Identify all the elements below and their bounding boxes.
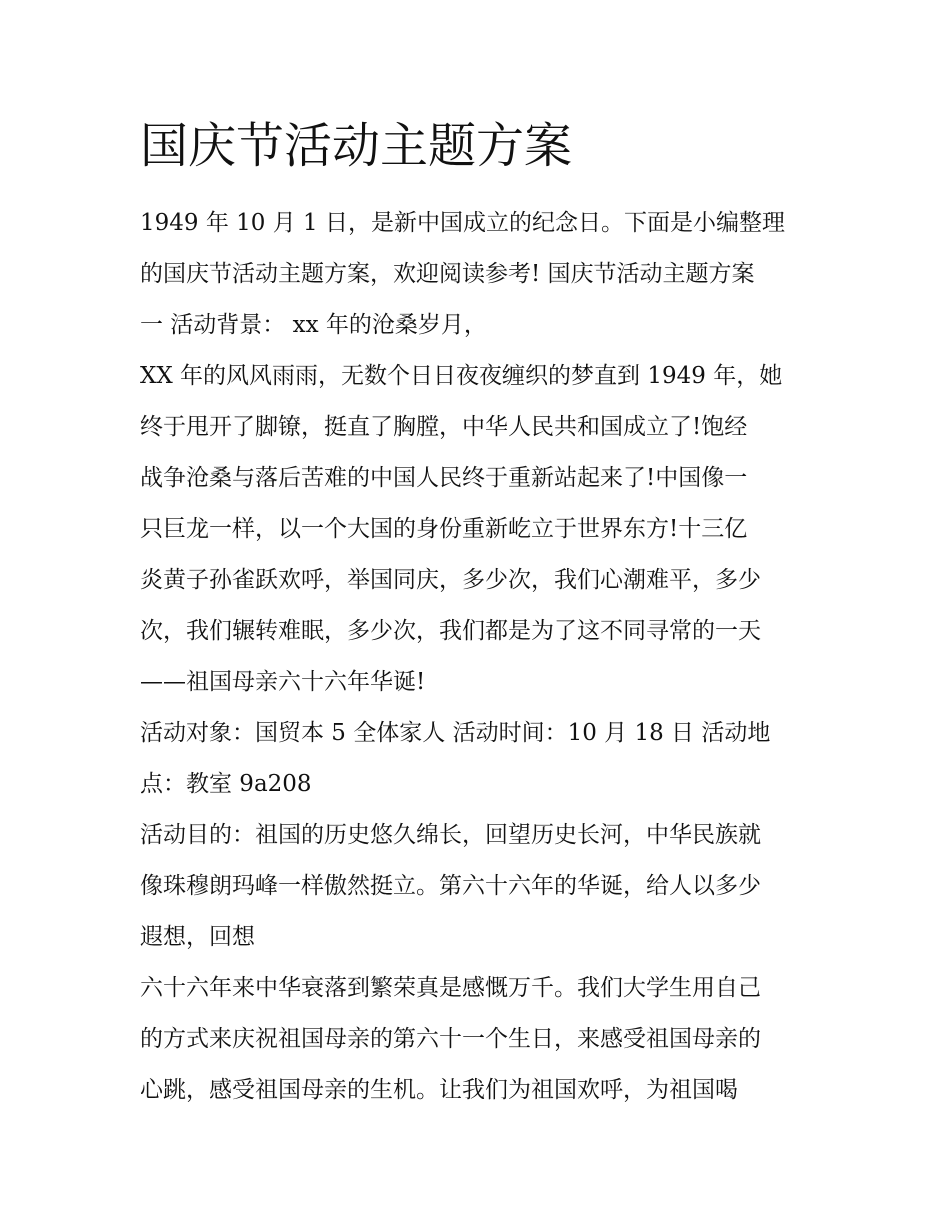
text-line: XX 年的风风雨雨，无数个日日夜夜缠织的梦直到 1949 年，她 bbox=[140, 363, 783, 389]
document-title: 国庆节活动主题方案 bbox=[140, 118, 573, 174]
text-line: 只巨龙一样，以一个大国的身份重新屹立于世界东方!十三亿 bbox=[140, 516, 748, 542]
text-line: 像珠穆朗玛峰一样傲然挺立。第六十六年的华诞，给人以多少 bbox=[140, 873, 761, 899]
text-line: 次，我们辗转难眠，多少次，我们都是为了这不同寻常的一天 bbox=[140, 618, 761, 644]
text-line: 的方式来庆祝祖国母亲的第六十一个生日，来感受祖国母亲的 bbox=[140, 1026, 761, 1052]
text-line: 1949 年 10 月 1 日，是新中国成立的纪念日。下面是小编整理 bbox=[140, 210, 785, 236]
text-line: 活动目的：祖国的历史悠久绵长，回望历史长河，中华民族就 bbox=[140, 822, 761, 848]
text-line: 点：教室 9a208 bbox=[140, 771, 312, 797]
text-line: 六十六年来中华衰落到繁荣真是感慨万千。我们大学生用自己 bbox=[140, 975, 761, 1001]
text-line: ——祖国母亲六十六年华诞! bbox=[140, 669, 426, 695]
document-body bbox=[140, 198, 820, 1116]
text-line: 炎黄子孙雀跃欢呼，举国同庆，多少次，我们心潮难平，多少 bbox=[140, 567, 761, 593]
text-line: 心跳，感受祖国母亲的生机。让我们为祖国欢呼，为祖国喝 bbox=[140, 1077, 738, 1103]
text-line: 的国庆节活动主题方案，欢迎阅读参考! 国庆节活动主题方案 bbox=[140, 261, 755, 287]
text-line: 终于甩开了脚镣，挺直了胸膛，中华人民共和国成立了!饱经 bbox=[140, 414, 748, 440]
text-line: 活动对象：国贸本 5 全体家人 活动时间：10 月 18 日 活动地 bbox=[140, 720, 771, 746]
text-line: 遐想，回想 bbox=[140, 924, 255, 950]
text-line: 战争沧桑与落后苦难的中国人民终于重新站起来了!中国像一 bbox=[140, 465, 748, 491]
text-line: 一 活动背景： xx 年的沧桑岁月， bbox=[140, 312, 487, 338]
